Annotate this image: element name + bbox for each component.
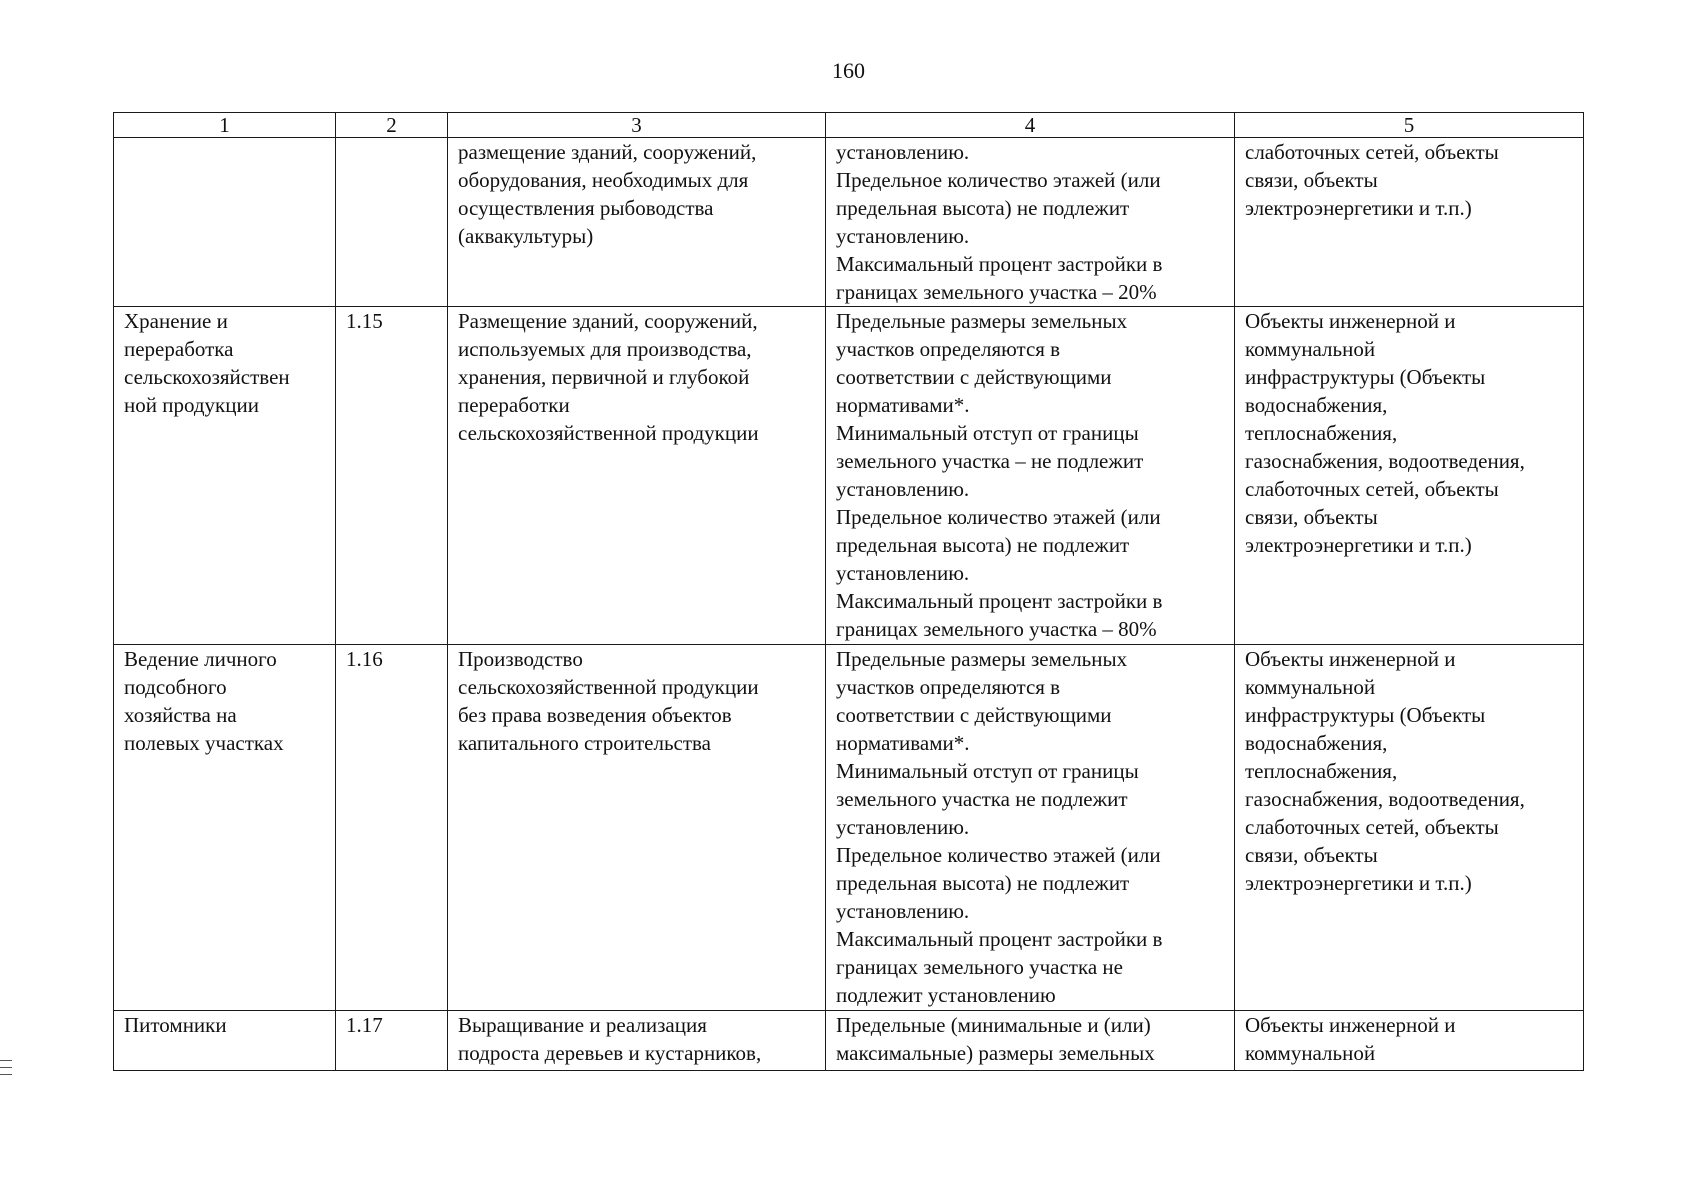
code-text: 1.17 (346, 1013, 383, 1037)
cell-description (448, 645, 826, 1011)
code-text: 1.16 (346, 647, 383, 671)
cell-objects (1235, 307, 1584, 645)
code-text: 1.15 (346, 309, 383, 333)
parameters-text: Предельные размеры земельных участков определяются в соответствии с действующими нормативами*. Минимальный отступ от границы земельного участка – не подлежит установлению. Предельное количество этажей (или предельная высота) не подлежит установлению. Максимальный процент застройки в границах земельного участка – 80% (836, 309, 1163, 641)
header-col-2: 2 (336, 113, 448, 138)
table-header-row (114, 113, 1584, 138)
cell-objects (1235, 1011, 1584, 1071)
parameters-text: установлению. Предельное количество этажей (или предельная высота) не подлежит установлению. Максимальный процент застройки в границах земельного участка – 20% (836, 140, 1163, 304)
table-row (114, 307, 1584, 645)
margin-tick (0, 1060, 12, 1061)
table-row (114, 138, 1584, 307)
header-col-1: 1 (114, 113, 336, 138)
objects-text: слаботочных сетей, объекты связи, объекты электроэнергетики и т.п.) (1245, 140, 1499, 220)
cell-parameters (826, 307, 1235, 645)
use-name-text: Питомники (124, 1013, 227, 1037)
cell-description (448, 1011, 826, 1071)
description-text: Размещение зданий, сооружений, используемых для производства, хранения, первичной и глубокой переработки сельскохозяйственной продукции (458, 309, 759, 445)
cell-use-name (114, 307, 336, 645)
cell-code (336, 138, 448, 307)
cell-objects (1235, 138, 1584, 307)
margin-tick (0, 1074, 12, 1075)
description-text: Выращивание и реализация подроста деревьев и кустарников, (458, 1013, 762, 1065)
description-text: размещение зданий, сооружений, оборудования, необходимых для осуществления рыбоводства (аквакультуры) (458, 140, 757, 248)
cell-parameters (826, 645, 1235, 1011)
margin-tick (0, 1067, 12, 1068)
table-row (114, 1011, 1584, 1071)
cell-code (336, 307, 448, 645)
use-name-text: Хранение и переработка сельскохозяйствен ной продукции (124, 309, 290, 417)
cell-code (336, 1011, 448, 1071)
scan-margin-marks (0, 1060, 12, 1081)
cell-code (336, 645, 448, 1011)
parameters-text: Предельные (минимальные и (или) максимальные) размеры земельных (836, 1013, 1155, 1065)
header-col-5: 5 (1235, 113, 1584, 138)
zoning-table (113, 112, 1584, 1071)
cell-use-name (114, 645, 336, 1011)
cell-description (448, 307, 826, 645)
description-text: Производство сельскохозяйственной продукции без права возведения объектов капитального строительства (458, 647, 759, 755)
parameters-text: Предельные размеры земельных участков определяются в соответствии с действующими нормативами*. Минимальный отступ от границы земельного участка не подлежит установлению. Предельное количество этажей (или предельная высота) не подлежит установлению. Максимальный процент застройки в границах земельного участка не подлежит установлению (836, 647, 1163, 1007)
cell-description (448, 138, 826, 307)
cell-parameters (826, 1011, 1235, 1071)
header-col-3: 3 (448, 113, 826, 138)
objects-text: Объекты инженерной и коммунальной инфраструктуры (Объекты водоснабжения, теплоснабжения, газоснабжения, водоотведения, слаботочных сетей, объекты связи, объекты электроэнергетики и т.п.) (1245, 309, 1525, 557)
cell-use-name (114, 138, 336, 307)
cell-objects (1235, 645, 1584, 1011)
objects-text: Объекты инженерной и коммунальной инфраструктуры (Объекты водоснабжения, теплоснабжения, газоснабжения, водоотведения, слаботочных сетей, объекты связи, объекты электроэнергетики и т.п.) (1245, 647, 1525, 895)
use-name-text: Ведение личного подсобного хозяйства на полевых участках (124, 647, 284, 755)
header-col-4: 4 (826, 113, 1235, 138)
objects-text: Объекты инженерной и коммунальной (1245, 1013, 1456, 1065)
table-row (114, 645, 1584, 1011)
cell-parameters (826, 138, 1235, 307)
cell-use-name (114, 1011, 336, 1071)
page-number: 160 (832, 58, 865, 83)
